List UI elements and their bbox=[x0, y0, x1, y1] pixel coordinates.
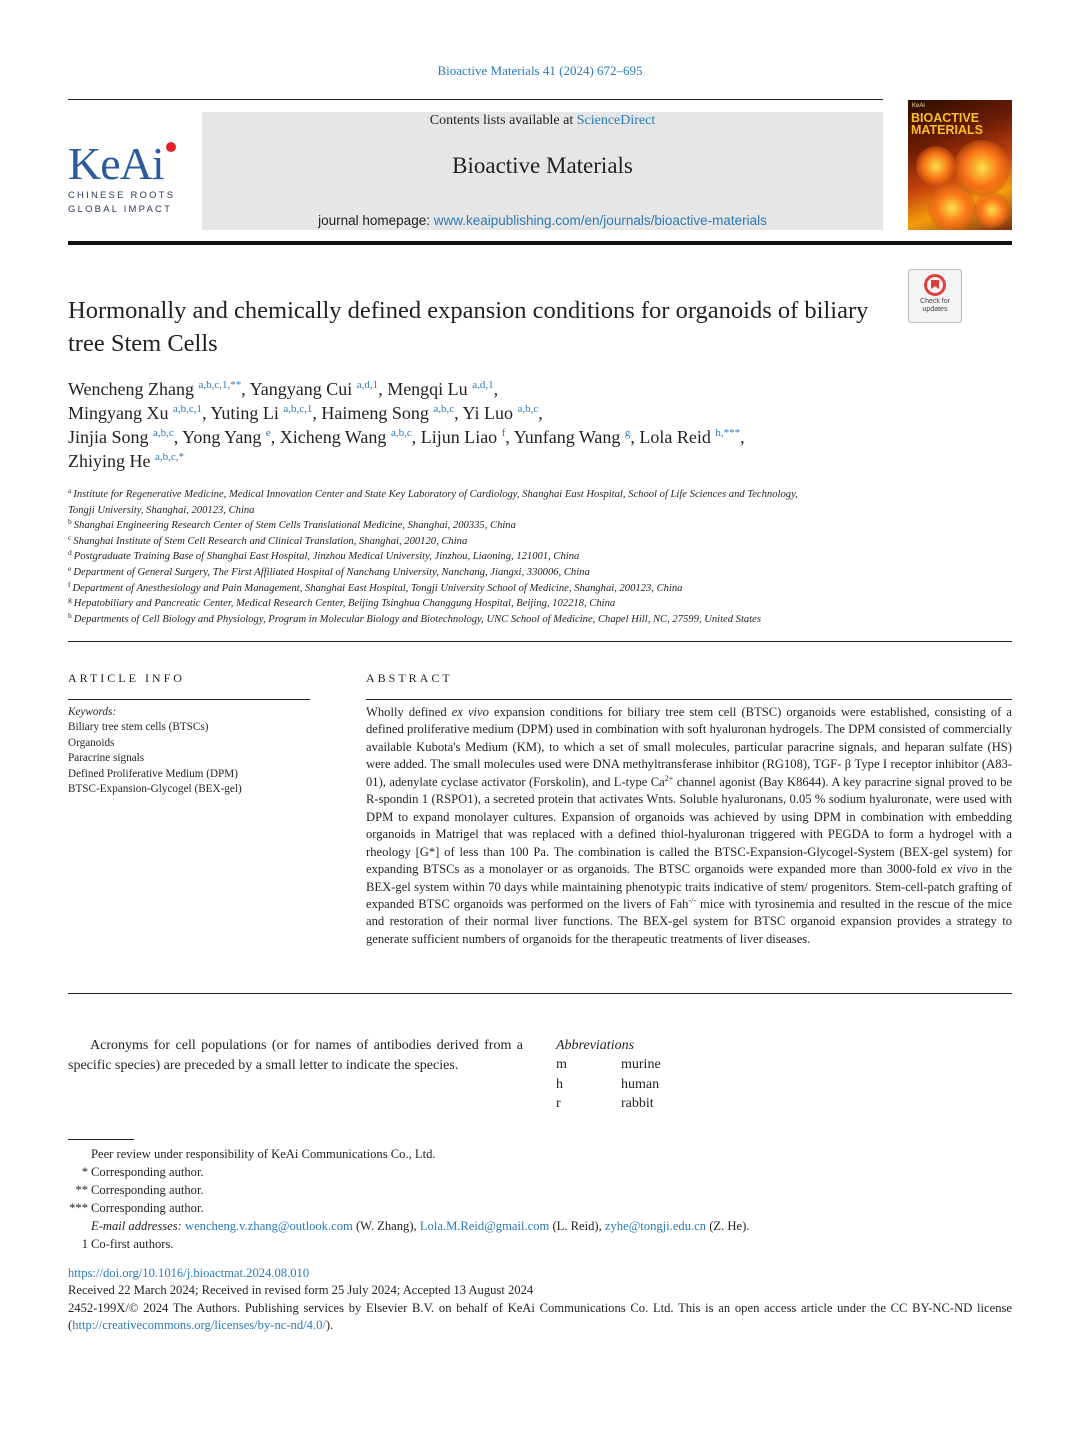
email-link[interactable]: zyhe@tongji.edu.cn bbox=[604, 1219, 707, 1234]
abbreviation-row: r rabbit bbox=[556, 1096, 654, 1112]
keyword-item: Paracrine signals bbox=[68, 752, 145, 765]
author-affiliation-link[interactable]: h,*** bbox=[715, 427, 741, 439]
article-info-heading: ARTICLE INFO bbox=[68, 671, 185, 685]
journal-title: Bioactive Materials bbox=[452, 153, 633, 178]
abstract-text: Wholly defined ex vivo expansion conditions for biliary tree stem cell (BTSC) organoids were established, consisting of a defined proliferative medium (DPM) used in combination with soft hyaluronan hydrogels. The DPM consisted of commercially available Kubota's Medium (KM), to which a set of small molecules, particular paracrine signals, and heparan sulfate (HS) were added. The small molecules used were DNA methyltransferase inhibitor (RG108), TGF- β Type I receptor inhibitor (A83-01), adenylate cyclase activator (Forskolin), and L-type $Ca^{2+}$ channel agonist (Bay K8644). A key paracrine signal proved to be R-spondin 1 (RSPO1), a secreted protein that activates Wnts. Soluble hyaluronans, 0.05 % sodium hyaluronate, were used with DPM to expand monolayer cultures. Expansion of organoids was achieved by using DPM in combination with embedding organoids in Matrigel that was replaced with a defined thiol-hyaluronan triggered with PEGDA to form a hydrogel with a rheology [G*] of less than 100 Pa. The combination is called the BTSC-Expansion-Glycogel-System (BEX-gel system) for expanding BTSCs as a monolayer or as organoids. The BTSC organoids were expanded more than 3000-fold ex vivo in the BEX-gel system within 70 days while maintaining phenotypic traits indicative of stem/ progenitors. Stem-cell-patch grafting of expanded BTSC organoids was performed on the livers of Fah-/- mice with tyrosinemia and resulted in the rescue of the mice and restoration of their normal liver functions. The BEX-gel system for BTSC organoid expansion provides a strategy to generate sufficient numbers of organoids for the therapeutic treatments of liver diseases. bbox=[366, 705, 1012, 946]
author-affiliation-link[interactable]: a,b,c,1 bbox=[283, 403, 313, 415]
keyword-item: Biliary tree stem cells (BTSCs) bbox=[68, 721, 209, 734]
affiliation: $^a$ Institute for Regenerative Medicine, Medical Innovation Center and State Key Laboratory of Cardiology, Shanghai East Hospital, School of Life Sciences and Technology, Tongji University, Shanghai, 200123, China bbox=[68, 486, 798, 516]
author[interactable]: Jinjia Song $^{a,b,c}$ bbox=[68, 427, 174, 447]
author[interactable]: Yangyang Cui $^{a,d,1}$ bbox=[249, 379, 379, 399]
section-rule bbox=[68, 641, 1012, 642]
peer-review-note: Peer review under responsibility of KeAi Communications Co., Ltd. bbox=[91, 1147, 436, 1161]
author[interactable]: Yi Luo $^{a,b,c}$ bbox=[462, 403, 539, 423]
sciencedirect-link[interactable]: ScienceDirect bbox=[576, 113, 656, 128]
abbreviation-row: m murine bbox=[556, 1057, 661, 1073]
keyword-item: Organoids bbox=[68, 736, 115, 749]
journal-homepage-link[interactable]: www.keaipublishing.com/en/journals/bioactive-materials bbox=[433, 213, 767, 228]
author-affiliation-link[interactable]: a,b,c bbox=[153, 427, 174, 439]
keyword-item: Defined Proliferative Medium (DPM) bbox=[68, 767, 238, 780]
keywords-label: Keywords: bbox=[68, 706, 117, 718]
author[interactable]: Wencheng Zhang $^{a,b,c,1,**}$ bbox=[68, 379, 242, 399]
abstract-rule bbox=[366, 699, 1012, 700]
author[interactable]: Yunfang Wang $^g$ bbox=[513, 427, 631, 447]
affiliation: $^g$ Hepatobiliary and Pancreatic Center, Medical Research Center, Beijing Tsinghua Changgung Hospital, Beijing, 102218, China bbox=[68, 595, 616, 610]
keai-tagline-2: GLOBAL IMPACT bbox=[68, 204, 173, 215]
author-affiliation-link[interactable]: a,b,c,* bbox=[155, 451, 185, 463]
abstract-bottom-rule bbox=[68, 993, 1012, 994]
affiliation: $^h$ Departments of Cell Biology and Physiology, Program in Molecular Biology and Biotechnology, UNC School of Medicine, Chapel Hill, NC, 27599, United States bbox=[68, 610, 761, 625]
author-affiliation-link[interactable]: g bbox=[624, 427, 631, 439]
check-for-updates-badge[interactable]: Check for updates bbox=[908, 269, 962, 323]
author-affiliation-link[interactable]: f bbox=[501, 427, 506, 439]
affiliation: $^e$ Department of General Surgery, The First Affiliated Hospital of Nanchang University, Nanchang, Jiangxi, 330006, China bbox=[68, 563, 590, 578]
header-thick-rule bbox=[68, 241, 1012, 245]
author[interactable]: Lola Reid $^{h,***}$ bbox=[639, 427, 741, 447]
corresponding-author-note: ** Corresponding author. bbox=[75, 1183, 204, 1198]
keyword-item: BTSC-Expansion-Glycogel (BEX-gel) bbox=[68, 783, 242, 796]
email-addresses: E-mail addresses: wencheng.v.zhang@outlook.com (W. Zhang), Lola.M.Reid@gmail.com (L. Reid), zyhe@tongji.edu.cn (Z. He). bbox=[91, 1219, 750, 1234]
acronyms-paragraph: Acronyms for cell populations (or for names of antibodies derived from a specific species) are preceded by a small letter to indicate the species. bbox=[68, 1038, 523, 1073]
abbreviations-block bbox=[556, 1036, 756, 1114]
author[interactable]: Mengqi Lu $^{a,d,1}$ bbox=[387, 379, 494, 399]
article-history: Received 22 March 2024; Received in revised form 25 July 2024; Accepted 13 August 2024 bbox=[68, 1283, 534, 1298]
affiliation: $^c$ Shanghai Institute of Stem Cell Research and Clinical Translation, Shanghai, 200120, China bbox=[68, 532, 468, 547]
publication-info bbox=[68, 1265, 1012, 1335]
abstract-heading: ABSTRACT bbox=[366, 671, 453, 685]
author[interactable]: Haimeng Song $^{a,b,c}$ bbox=[321, 403, 455, 423]
co-first-authors-note: 1 Co-first authors. bbox=[81, 1237, 174, 1252]
email-link[interactable]: wencheng.v.zhang@outlook.com bbox=[184, 1219, 353, 1234]
journal-reference-link[interactable]: Bioactive Materials 41 (2024) 672–695 bbox=[437, 63, 643, 78]
keywords-block bbox=[68, 705, 313, 797]
contents-line: Contents lists available at ScienceDirect bbox=[429, 113, 656, 128]
author[interactable]: Yong Yang $^e$ bbox=[182, 427, 271, 447]
cover-publisher: KeAi bbox=[912, 103, 925, 109]
doi-link[interactable]: https://doi.org/10.1016/j.bioactmat.2024.08.010 bbox=[68, 1266, 310, 1280]
journal-homepage-line: journal homepage: www.keaipublishing.com/en/journals/bioactive-materials bbox=[318, 213, 767, 228]
abbreviation-row: h human bbox=[556, 1076, 660, 1092]
email-link[interactable]: Lola.M.Reid@gmail.com bbox=[419, 1219, 550, 1234]
corresponding-author-note: * Corresponding author. bbox=[81, 1165, 204, 1180]
author[interactable]: Xicheng Wang $^{a,b,c}$ bbox=[279, 427, 412, 447]
bookmark-icon bbox=[924, 274, 946, 296]
abbreviations-heading: Abbreviations bbox=[556, 1038, 635, 1053]
license-statement: 2452-199X/© 2024 The Authors. Publishing services by Elsevier B.V. on behalf of KeAi Communications Co. Ltd. This is an open access article under the CC BY-NC-ND license (http://creativecommons.org/licenses/by-nc-nd/4.0/). bbox=[68, 1300, 1012, 1333]
affiliation-list bbox=[68, 487, 968, 627]
author-affiliation-link[interactable]: a,d,1 bbox=[356, 379, 379, 391]
keai-logo: KeAi CHINESE ROOTS GLOBAL IMPACT bbox=[68, 140, 188, 216]
cover-title: BIOACTIVE MATERIALS bbox=[911, 111, 983, 137]
author-affiliation-link[interactable]: a,b,c bbox=[433, 403, 455, 415]
keai-logo-dot bbox=[166, 142, 176, 152]
author-affiliation-link[interactable]: a,b,c,1 bbox=[173, 403, 203, 415]
journal-cover-image[interactable] bbox=[908, 100, 1012, 230]
author-list: Wencheng Zhang $^{a,b,c,1,**}$, Yangyang Cui $^{a,d,1}$, Mengqi Lu $^{a,d,1}$, Mingyang Xu $^{a,b,c,1}$, Yuting Li $^{a,b,c,1}$, Haimeng Song $^{a,b,c}$, Yi Luo $^{a,b,c}$, Jinjia Song $^{a,b,c}$, Yong Yang $^e$, Xicheng Wang $^{a,b,c}$, Lijun Liao $^f$, Yunfang Wang $^g$, Lola Reid $^{h,***}$, Zhiying He $^{a,b,c,*}$ bbox=[68, 379, 745, 471]
author-affiliation-link[interactable]: a,d,1 bbox=[472, 379, 494, 391]
author-affiliation-link[interactable]: a,b,c bbox=[517, 403, 539, 415]
corresponding-author-note: *** Corresponding author. bbox=[69, 1201, 204, 1216]
article-title: Hormonally and chemically defined expansion conditions for organoids of biliary tree Stem Cells bbox=[68, 297, 869, 357]
header-rule bbox=[68, 99, 883, 100]
author-affiliation-link[interactable]: e bbox=[265, 427, 271, 439]
author-affiliation-link[interactable]: a,b,c,1,** bbox=[198, 379, 242, 391]
license-link[interactable]: http://creativecommons.org/licenses/by-nc-nd/4.0/ bbox=[72, 1318, 326, 1333]
affiliation: $^f$ Department of Anesthesiology and Pain Management, Shanghai East Hospital, Tongji University School of Medicine, Shanghai, 200123, China bbox=[68, 579, 683, 594]
author[interactable]: Lijun Liao $^f$ bbox=[420, 427, 506, 447]
author[interactable]: Yuting Li $^{a,b,c,1}$ bbox=[210, 403, 313, 423]
footnotes bbox=[68, 1145, 1008, 1254]
affiliation: $^b$ Shanghai Engineering Research Center of Stem Cells Translational Medicine, Shanghai, 200335, China bbox=[68, 517, 516, 532]
affiliation: $^d$ Postgraduate Training Base of Shanghai East Hospital, Jinzhou Medical University, Jinzhou, Liaoning, 121001, China bbox=[68, 548, 580, 563]
author-affiliation-link[interactable]: a,b,c bbox=[390, 427, 412, 439]
article-info-rule bbox=[68, 699, 310, 700]
keai-tagline-1: CHINESE ROOTS bbox=[68, 190, 176, 201]
footnote-rule bbox=[68, 1139, 134, 1140]
author[interactable]: Mingyang Xu $^{a,b,c,1}$ bbox=[68, 403, 203, 423]
author[interactable]: Zhiying He $^{a,b,c,*}$ bbox=[68, 451, 185, 471]
